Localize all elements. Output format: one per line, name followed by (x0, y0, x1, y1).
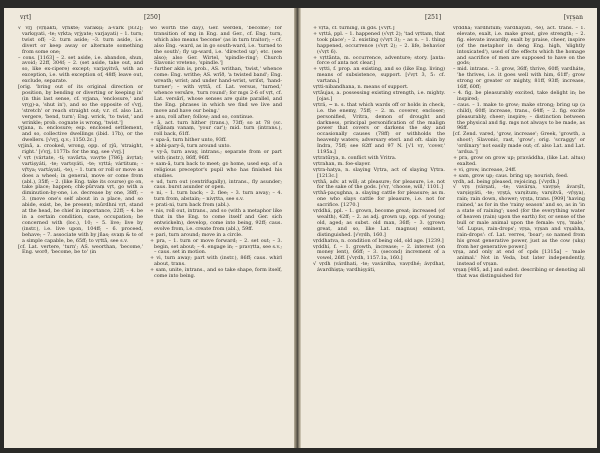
dictionary-entry: vṛjinā, a. crooked, wrong, opp. of ṛjū, 'straight, right.' [√vṛj, 1177b: for the mg, see √vṛj.] (18, 143, 143, 156)
dictionary-entry: vṛtrá, ~ n. s. that which wards off or holds in check, i.e. the enemy, 75ff; – 2. m. coverer, encloser; personified, Vritra, demon of drought and darkness, principal personification of the malign power that covers or darkens the sky and occasionally causes (78ff) or withholds the heavenly waters; adversary eterl. and oft. slain by Indra, 75ff; see 82ff and 97 N. [√1 vṛ, 'cover,' 1195a.] (313, 101, 445, 156)
dictionary-entry: + pra, – 1. turn or move forward; – 2. set out; – 3. begin, set about; – 4. engage in; – pravṛtta, see s.v.; – caus. set in motion. (150, 237, 282, 256)
dictionary-entry: – caus. – 1. make to grow; make strong; bring up (a child), 60ff; increase, trans., 64ff; – 2. fig. excite pleasurably, cheer; inspire; – distinction between the physical and fig. mgs not always to be made, as 96ff. (453, 101, 585, 132)
dictionary-entry: + ni, – 1. turn back; – 2. flee; – 3. turn away; – 4. turn from, abstain; – nivṛtta, see s.v. (150, 190, 282, 203)
dictionary-entry: [orig. 'bring out of its original direction or position, by bending or diverting or keeping in' (in this last sense, cf. vṛjana, 'enclosure,' and vṛ(g)-a, 'shut in'), and so the opposite of √vṛj, 'stretch' or reach straight out; v.r. cf. also Lat. vergere, 'bend, turn'; Eng. wrick, 'to twist,' and wrinkle; prob. cognate is wrong, 'twist.'] (18, 84, 143, 126)
dictionary-entry: vṛṣaṇ [485, ad.] and subst. describing or denoting all that was distinguished for (453, 267, 585, 280)
dictionary-entry: [cf. Zend. vared, 'grow, increase'; Greek, 'growth, a shoot'; Slavonic, rast, 'grow'; orig. 'scraggy' or 'ordinary' not easily made out; cf. also Lat. and Lat. 'ardua.'] (453, 131, 585, 156)
dictionary-entry: + sam, unite, intrans., and so take shape, form itself, come into being. (150, 267, 282, 280)
dictionary-entry: + vi, turn away; part with (instr.), 86ff; caus. whirl about, trans. (150, 255, 282, 268)
left-column-2 (150, 26, 282, 442)
dictionary-entry: + vṛtā, cf. turning, in gds. [√vṛt.] (313, 26, 395, 31)
dictionary-entry: + upa-ā, turn hither unto, 93ff. (150, 137, 227, 144)
dictionary-entry: vṛtratūrya, n. conflict with Vritra. (313, 154, 397, 161)
dictionary-entry: vṛthā, adv. at will; at pleasure; for pleasure, i.e. not for the sake of the gods. [√vṛ, 'choose, will,' 1101.] (313, 178, 445, 191)
dictionary-entry: + vy-ā, turn away, intrans.; separate from or part with (instr.), 86ff, 96ff. (150, 149, 282, 161)
dictionary-entry: √ vṛṣ (várṣati, -te; vavárṣa, vavṛṣé; ávarṣīt, varṣiṣyáti, -te; vṛṣṭá, varṣitum; varṣitvā, -vṛ́ṣya), rain; rain down, shower; vṛṣṭa, trans. [909] 'having rained,' as for in the 'rainy season' and so, as in 'in a state of raining'; used (for the everything water of heaven (rain) upon the earth) for, or sense of the bull or male animal upon the female: vṛṣ, 'male,' 'of. Lupus, rain-drops'; vṛṣa, vṛṣan and vṛṣabha, rain-drops': cf. Lat. verres, 'boar'; so named from his great generative power, just as the cow (ukṣ) from her generative power.] (453, 184, 585, 250)
dictionary-entry: – 4. fig. be pleasurably excited, take delight in; be inspired; (453, 89, 585, 102)
dictionary-entry: + anu, roll after; follow; and so, continue. (150, 113, 254, 120)
dictionary-entry: vṛjana, n. enclosure; esp. enclosed settlement, and so, collective dwellings (ibid. 17b), or the dwellers. [√vṛj, q.v.; 1150.2c.] (18, 125, 143, 144)
dictionary-entry: vṛtāujas, a. possessing existing strength, i.e. mighty. [ojas.] (313, 89, 445, 102)
left-page (4, 8, 295, 448)
dictionary-entry: + sam-ā, turn back to meet; go home, used esp. of a religious preceptor's pupil who has finished his studies. (150, 160, 282, 179)
dictionary-entry: – cons. [1163] – 2. set aside, i.e. abandon, shun, avoid; 22ff, 304f; – 2. (set aside, take out, and so, like ex-cipere) except; varjayitvā, with an exception, i.e. with exception of, 48ff; leave out, exclude, separate. (18, 54, 143, 85)
left-running-head-word: vṛt] (20, 14, 32, 21)
dictionary-entry: – mid. intrans. – 3. grow, 36ff; thrive, 60ff; vardháte, 'he thrives, i.e. it goes well with him, 61ff'; grow strong or greater or mighty, 81ff, 93ff; increase, 16ff, 60ff; (453, 66, 585, 91)
dictionary-entry: + ā, act. turn hither (trans.), 73ff; so at 78 (sc. rājānaṃ vanaṃ, 'your car'); mid. turn (intrans.), roll back, 61ff. (150, 119, 282, 138)
dictionary-entry: + vṛttá, ppl. – 1. happened (√vṛt 2); 'tad vṛttam, that took place'; – 2. existing (√vṛt 3); – as n. – 1. thing happened, occurrence (√vṛt 2); – 2. life, behavior (√vṛt 6). (313, 30, 445, 55)
dictionary-entry: √ vṛj (vṛṇakti, vṛṅkte; varakṣi; ā-vark [832]; varkṣyati, -te; vṛkta; vṛjyate; varjayati) – 1. turn; twist off; –2. turn aside; –3. turn aside, i.e. divert or keep away or alternate something from some one; (18, 26, 143, 55)
left-column-1 (18, 26, 143, 442)
dictionary-entry: √ vṛt (vártate, -ti; vavārta, vavṛte [786]; ávṛtat; vartiṣyáti, -te; vartsyáti, -te; vṛttá; vártitum; -vṛ́tya; vartáyati, -te), – 1. turn or roll or move as does a wheel; in general, move or come from (abl.), 35ff; – 2. (like Eng. take its course) go on, take place; happen; chk-pūrvaṃ vṛt, go with a diminution-by-one, i.e. decrease by one, 38ff; – 3. (move one's self about in a place, and so abide, exist, be, be present; mūrdhni vṛt, stand at the head, be chief in importance, 22ff; – 4. be in a certain condition, case, occupation; be concerned with (loc.), 10; – 5. live; live by (instr.), i.e. live upon, 104ff; – 6. proceed, behave; – 7. associate with by jñas; svaṃ & to of a simple capable, be, 65ff; to vṛttā, see s.v. (18, 154, 143, 244)
dictionary-entry: vṛṣa, and only at end of cpds [1315a] – 'male animal.' Not in Veda, but later independently, instead of vṛṣan. (453, 249, 585, 268)
dictionary-entry: [cf. Lat. vertere, 'turn'; AS. weorthan, 'become,' Eng. worð, 'become, be to' (in (18, 243, 143, 256)
dictionary-entry: vṛthā-paçughna, a. slaying cattle for pleasure; as m. one who slays cattle for pleasure, i.e. not for sacrifice. [1270.] (313, 190, 445, 209)
dictionary-entry: wo worth the day), Ger. werden, 'become'; for transition of mg in Eng. and Ger., cf. Eng. turn, which also means 'become' (as in turn traitor); – cf. also Eng. -ward, as in go south-ward, i.e. 'turned to the south'; fly up-ward, i.e. 'directed up'; etc. (see also); also Ger. Wirtel, 'spindle-ring'; Church Slavonic vreteno, 'spindle.'] (150, 26, 282, 67)
right-running-head (301, 14, 597, 24)
dictionary-entry: vṛddhatva, n. condition of being old, old age. [1239.] (313, 237, 444, 244)
dictionary-entry: vṛdh, ad. being pleased, rejoicing. [√vṛdh.] (453, 178, 560, 185)
dictionary-entry: + vṛttānta, m. occurrence, adventure; story. [anta: force of anta not clear.] (313, 54, 445, 67)
dictionary-entry: + pari, turn around; move in a circle. (150, 231, 243, 238)
dictionary-entry: + prati-ni, turn back from (abl.). (150, 202, 231, 209)
right-column-1 (313, 26, 445, 442)
right-page-number: [251] (425, 14, 442, 21)
dictionary-entry: + nis, roll out, intrans., and so (with a metaphor like that in the Eng. to come itself and Ger. sich entwickeln), develop, come into being, 92ff; caus. evolve from, i.e. create from (abl.), 59ff. (150, 208, 282, 232)
dictionary-entry: vṛddhá; vārdhitum; vardháyati, -te), act. trans. – 1. elevate, exalt, i.e. make great, give strength; – 2. fig. elevate inwardly, exalt by praise, cheer, inspire (of the metaphor in deng Eng. high, 'slightly intoxicated'), used of the effects which the homage and sacrifice of men are supposed to have on the gods; (453, 26, 585, 67)
left-page-number: [250] (144, 14, 161, 21)
right-page (300, 8, 597, 448)
dictionary-entry: + vṛtti, f. prop. an existing, and so (like Eng. living) means of subsistence, support. [√vṛt 3, 5: cf. vartana.] (313, 66, 445, 85)
dictionary-entry: vṛtra-hatya, n. slaying Vṛtra, act of slaying Vṛtra. [1213c.] (313, 166, 445, 179)
dictionary-entry: √ vṛdh (várdhati, -te; vavárdha, vavṛdhé; ávṛdhat, ávardhiṣṭa; vardhiṣyáti, (313, 261, 445, 274)
dictionary-entry: + pra, grow on grow up; praváddha, (like Lat. altus) exalted. (453, 154, 585, 167)
dictionary-entry: vṛddhá, ppl. – 1. grown, become great; increased (of wealth), 42ff; – 2. as adj. grown up, opp. of young; old, aged; as subst. old man, 36ff; – 3. (grown great, and so, like Lat. magnus) eminent, distinguished. [√vṛdh, 160.] (313, 208, 445, 238)
dictionary-entry: + ud, turn out (centrifugally), intrans., fly asunder; caus. burst asunder or open. (150, 178, 282, 191)
dictionary-entry: vṛddhí, f. – 1. growth, increase; – 2. interest (on money lent), 66ff; – 3. (second) increment of a vowel, 26ff. [√vṛdh, 1157.1a, 160.] (313, 243, 445, 262)
dictionary-entry: vṛtrahan, m. foe-slayer. (313, 160, 371, 167)
dictionary-entry: + sam, grow up; caus. bring up; nourish, feed. (453, 172, 569, 179)
dictionary-entry: – further akin is, prob., AS. writhan, 'twist,' whence come: Eng. writhe; AS. wrīð, 'a twisted band'; Eng. wreath; wrist; and under hand-wrist, wriſst, 'hand-turner'; – with vṛttā, cf. Lat. versus, 'turned,' whence versāre, 'turn round'; for mgs 2-6 of vṛt, cf. Lat. versārī, whose senses are quite parallel, and the Eng. phrases in which we find we live and move and have our being.' (150, 66, 282, 114)
right-column-2 (453, 26, 585, 442)
dictionary-entry: vṛtti-nibandhana, n. means of support. (313, 84, 409, 91)
left-running-head (4, 14, 294, 24)
dictionary-entry: + abhi-pary-ā, turn around unto. (150, 143, 231, 150)
dictionary-entry: + vi, grow, increase, 24ff. (453, 166, 517, 173)
right-running-head-word: [vṛṣan (563, 14, 583, 21)
